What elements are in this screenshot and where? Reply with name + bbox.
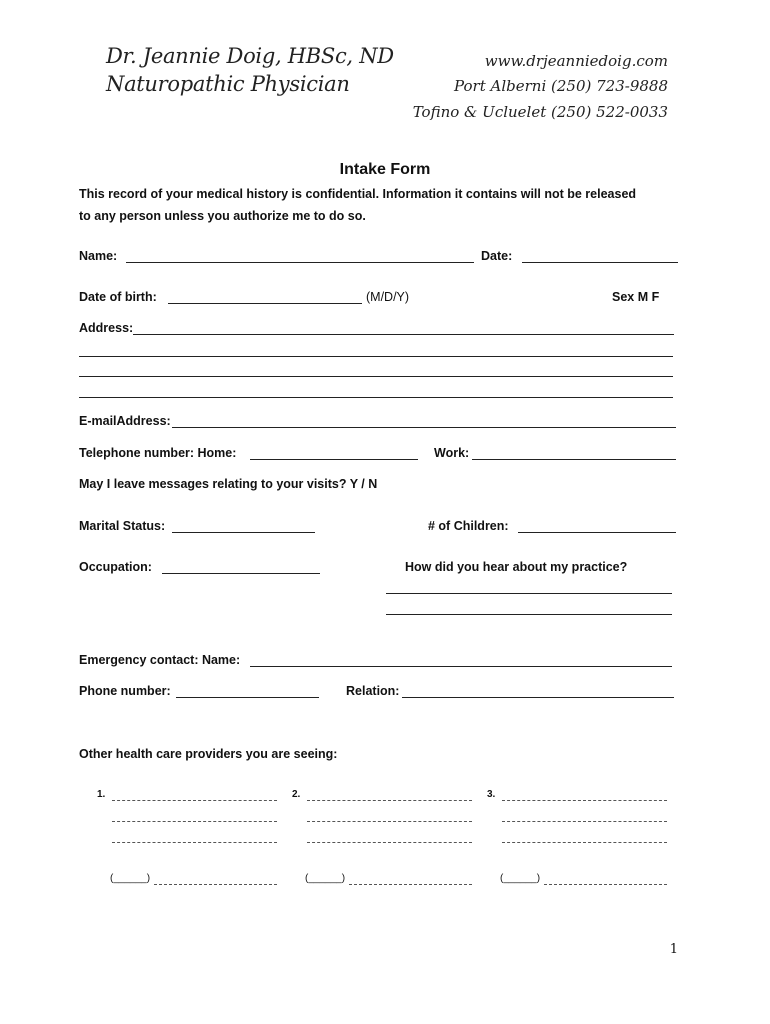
address-label: Address: bbox=[79, 321, 134, 335]
page-number: 1 bbox=[669, 942, 678, 957]
dob-label: Date of birth: bbox=[79, 290, 157, 304]
provider-3-line-2[interactable] bbox=[502, 821, 667, 822]
port-alberni-phone: Port Alberni (250) 723-9888 bbox=[454, 77, 668, 95]
intro-line-1: This record of your medical history is confidential. Information it contains will not be released bbox=[79, 187, 637, 201]
practitioner-profession: Naturopathic Physician bbox=[106, 72, 350, 96]
hear-about-field-1[interactable] bbox=[386, 593, 672, 594]
address-field-2[interactable] bbox=[79, 356, 673, 357]
form-title: Intake Form bbox=[339, 161, 431, 178]
name-label: Name: bbox=[79, 249, 118, 263]
relation-field[interactable] bbox=[402, 697, 674, 698]
provider-3-phone-field[interactable] bbox=[544, 884, 667, 885]
date-label: Date: bbox=[481, 249, 513, 263]
marital-label: Marital Status: bbox=[79, 519, 166, 533]
provider-1-line-2[interactable] bbox=[112, 821, 277, 822]
provider-number: 1. bbox=[97, 789, 106, 800]
phone-number-label: Phone number: bbox=[79, 684, 171, 698]
website-text: www.drjeanniedoig.com bbox=[484, 52, 668, 70]
provider-1-line-3[interactable] bbox=[112, 842, 277, 843]
tofino-phone: Tofino & Ucluelet (250) 522-0033 bbox=[412, 103, 668, 121]
provider-number: 3. bbox=[487, 789, 496, 800]
address-field-3[interactable] bbox=[79, 376, 673, 377]
email-label: E-mailAddress: bbox=[79, 414, 171, 428]
hear-about-label: How did you hear about my practice? bbox=[405, 560, 628, 574]
provider-1-line-1[interactable] bbox=[112, 800, 277, 801]
provider-1-area-code: (______) bbox=[110, 873, 151, 884]
provider-1-phone-field[interactable] bbox=[154, 884, 277, 885]
provider-2-line-1[interactable] bbox=[307, 800, 472, 801]
occupation-label: Occupation: bbox=[79, 560, 152, 574]
date-field[interactable] bbox=[522, 262, 678, 263]
practitioner-name: Dr. Jeannie Doig, HBSc, ND bbox=[106, 44, 394, 68]
marital-field[interactable] bbox=[172, 532, 315, 533]
dob-field[interactable] bbox=[168, 303, 362, 304]
relation-label: Relation: bbox=[346, 684, 400, 698]
emergency-name-field[interactable] bbox=[250, 666, 672, 667]
intro-line-2: to any person unless you authorize me to do so. bbox=[79, 209, 366, 223]
name-field[interactable] bbox=[126, 262, 474, 263]
provider-2-area-code: (______) bbox=[305, 873, 346, 884]
sex-option[interactable]: Sex M F bbox=[612, 290, 660, 304]
address-field-4[interactable] bbox=[79, 397, 673, 398]
work-label: Work: bbox=[434, 446, 470, 460]
emergency-name-label: Emergency contact: Name: bbox=[79, 653, 241, 667]
children-field[interactable] bbox=[518, 532, 676, 533]
provider-3-line-1[interactable] bbox=[502, 800, 667, 801]
hear-about-field-2[interactable] bbox=[386, 614, 672, 615]
provider-2-phone-field[interactable] bbox=[349, 884, 472, 885]
provider-3-line-3[interactable] bbox=[502, 842, 667, 843]
telephone-home-label: Telephone number: Home: bbox=[79, 446, 237, 460]
provider-number: 2. bbox=[292, 789, 301, 800]
email-field[interactable] bbox=[172, 427, 676, 428]
provider-2-line-3[interactable] bbox=[307, 842, 472, 843]
messages-question[interactable]: May I leave messages relating to your visits? Y / N bbox=[79, 477, 378, 491]
work-phone-field[interactable] bbox=[472, 459, 676, 460]
address-field-1[interactable] bbox=[133, 334, 674, 335]
dob-format: (M/D/Y) bbox=[366, 290, 410, 304]
provider-3-area-code: (______) bbox=[500, 873, 541, 884]
children-label: # of Children: bbox=[428, 519, 509, 533]
occupation-field[interactable] bbox=[162, 573, 320, 574]
provider-2-line-2[interactable] bbox=[307, 821, 472, 822]
providers-label: Other health care providers you are seeing: bbox=[79, 747, 338, 761]
telephone-home-field[interactable] bbox=[250, 459, 418, 460]
phone-number-field[interactable] bbox=[176, 697, 319, 698]
